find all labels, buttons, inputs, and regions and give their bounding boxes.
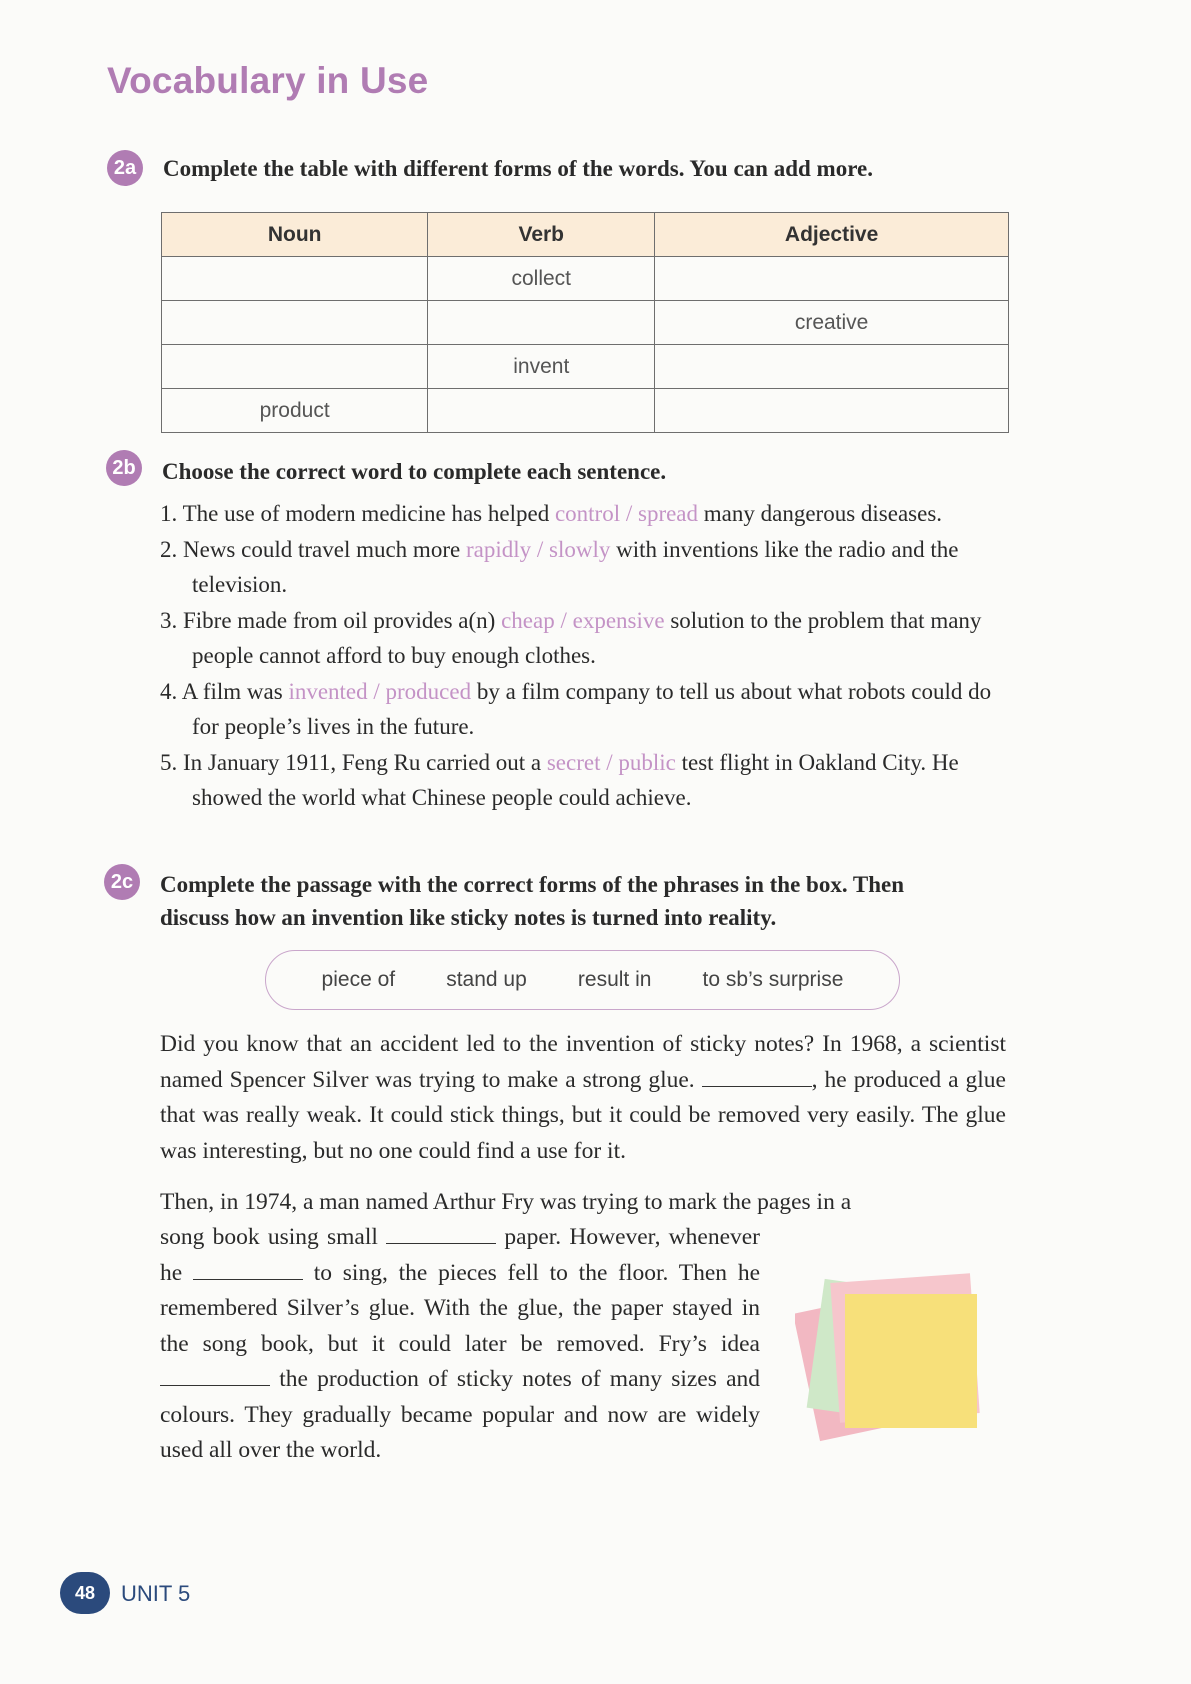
table-cell[interactable]: [428, 389, 655, 433]
exercise-badge-2c: 2c: [104, 864, 140, 900]
unit-label: UNIT 5: [121, 1581, 191, 1606]
page-number: 48: [60, 1572, 110, 1614]
sentence-text: many dangerous diseases.: [698, 501, 943, 526]
word-forms-table: [161, 212, 1009, 433]
sentence-text: by a film company to tell us about what robots could do for people’s lives in the future.: [192, 679, 992, 739]
sentence-text: The use of modern medicine has helped: [182, 501, 555, 526]
sentence-list: [160, 496, 1010, 816]
passage-text: , he produced a glue that was really weak. It could stick things, but it could be removed very easily. The glue was interesting, but no one could find a use for it.: [160, 1066, 1006, 1164]
item-number: 3.: [160, 608, 178, 633]
list-item: [160, 496, 1010, 531]
table-cell: collect: [428, 257, 655, 301]
table-row: [162, 345, 1009, 389]
passage-text: to sing, the pieces fell to the floor. Then he remembered Silver’s glue. With the glue, the paper stayed in the song book, but it could later be removed. Fry’s idea: [160, 1259, 760, 1357]
phrase-box: [265, 950, 900, 1010]
passage-paragraph-2-first-line: [160, 1185, 1006, 1221]
phrase-item: result in: [577, 968, 652, 991]
item-number: 2.: [160, 537, 178, 562]
header-adjective: Adjective: [655, 213, 1009, 257]
header-noun: Noun: [162, 213, 428, 257]
instruction-2c-line1: Complete the passage with the correct forms of the phrases in the box. Then: [160, 872, 905, 897]
table-row: [162, 301, 1009, 345]
list-item: [160, 532, 1010, 602]
word-choice[interactable]: rapidly / slowly: [465, 537, 611, 562]
item-number: 5.: [160, 750, 178, 775]
word-choice[interactable]: cheap / expensive: [501, 608, 665, 633]
word-choice[interactable]: invented / produced: [288, 679, 472, 704]
list-item: [160, 674, 1010, 744]
table-cell: invent: [428, 345, 655, 389]
sticky-note-yellow: [845, 1294, 977, 1428]
instruction-2a: Complete the table with different forms of the words. You can add more.: [163, 156, 873, 181]
word-choice[interactable]: control / spread: [554, 501, 699, 526]
answer-blank[interactable]: [702, 1068, 812, 1087]
table-cell[interactable]: [655, 389, 1009, 433]
table-cell[interactable]: [428, 301, 655, 345]
sentence-text: News could travel much more: [183, 537, 466, 562]
passage-paragraph-2: [160, 1220, 760, 1469]
page-title: Vocabulary in Use: [107, 60, 429, 101]
header-verb: Verb: [428, 213, 655, 257]
table-cell[interactable]: [162, 345, 428, 389]
exercise-badge-2b: 2b: [106, 450, 142, 486]
table-cell: product: [162, 389, 428, 433]
passage-text: paper. However, whenever he: [160, 1224, 761, 1286]
sentence-text: solution to the problem that many people cannot afford to buy enough clothes.: [192, 608, 982, 668]
phrase-item: to sb’s surprise: [702, 968, 844, 991]
sentence-text: A film was: [181, 679, 289, 704]
table-row: [162, 389, 1009, 433]
item-number: 1.: [160, 501, 178, 526]
table-cell[interactable]: [162, 257, 428, 301]
answer-blank[interactable]: [386, 1225, 496, 1244]
table-header-row: [162, 213, 1009, 257]
passage-text: Did you know that an accident led to the invention of sticky notes? In 1968, a scientist named Spencer Silver was trying to make a strong glue.: [160, 1031, 1006, 1093]
table-cell[interactable]: [655, 345, 1009, 389]
list-item: [160, 603, 1010, 673]
passage-text: Then, in 1974, a man named Arthur Fry was trying to mark the pages in a: [160, 1189, 852, 1215]
phrase-item: stand up: [446, 968, 527, 991]
phrase-item: piece of: [321, 968, 396, 991]
instruction-2c-line2: discuss how an invention like sticky notes is turned into reality.: [160, 905, 777, 930]
passage-paragraph-1: [160, 1027, 1006, 1169]
passage-text: song book using small: [160, 1224, 387, 1250]
passage-text: the production of sticky notes of many sizes and colours. They gradually became popular and now are widely used all over the world.: [160, 1366, 760, 1463]
sentence-text: In January 1911, Feng Ru carried out a: [183, 750, 547, 775]
table-cell: creative: [655, 301, 1009, 345]
answer-blank[interactable]: [160, 1367, 270, 1386]
list-item: [160, 745, 1010, 815]
item-number: 4.: [160, 679, 178, 704]
sticky-notes-illustration: [795, 1258, 995, 1458]
table-cell[interactable]: [655, 257, 1009, 301]
answer-blank[interactable]: [193, 1261, 303, 1280]
sentence-text: with inventions like the radio and the television.: [192, 537, 959, 597]
exercise-badge-2a: 2a: [107, 150, 143, 186]
table-cell[interactable]: [162, 301, 428, 345]
instruction-2b: Choose the correct word to complete each sentence.: [162, 459, 667, 484]
table-row: [162, 257, 1009, 301]
sentence-text: test flight in Oakland City. He showed the world what Chinese people could achieve.: [192, 750, 959, 810]
word-choice[interactable]: secret / public: [546, 750, 676, 775]
sentence-text: Fibre made from oil provides a(n): [183, 608, 502, 633]
